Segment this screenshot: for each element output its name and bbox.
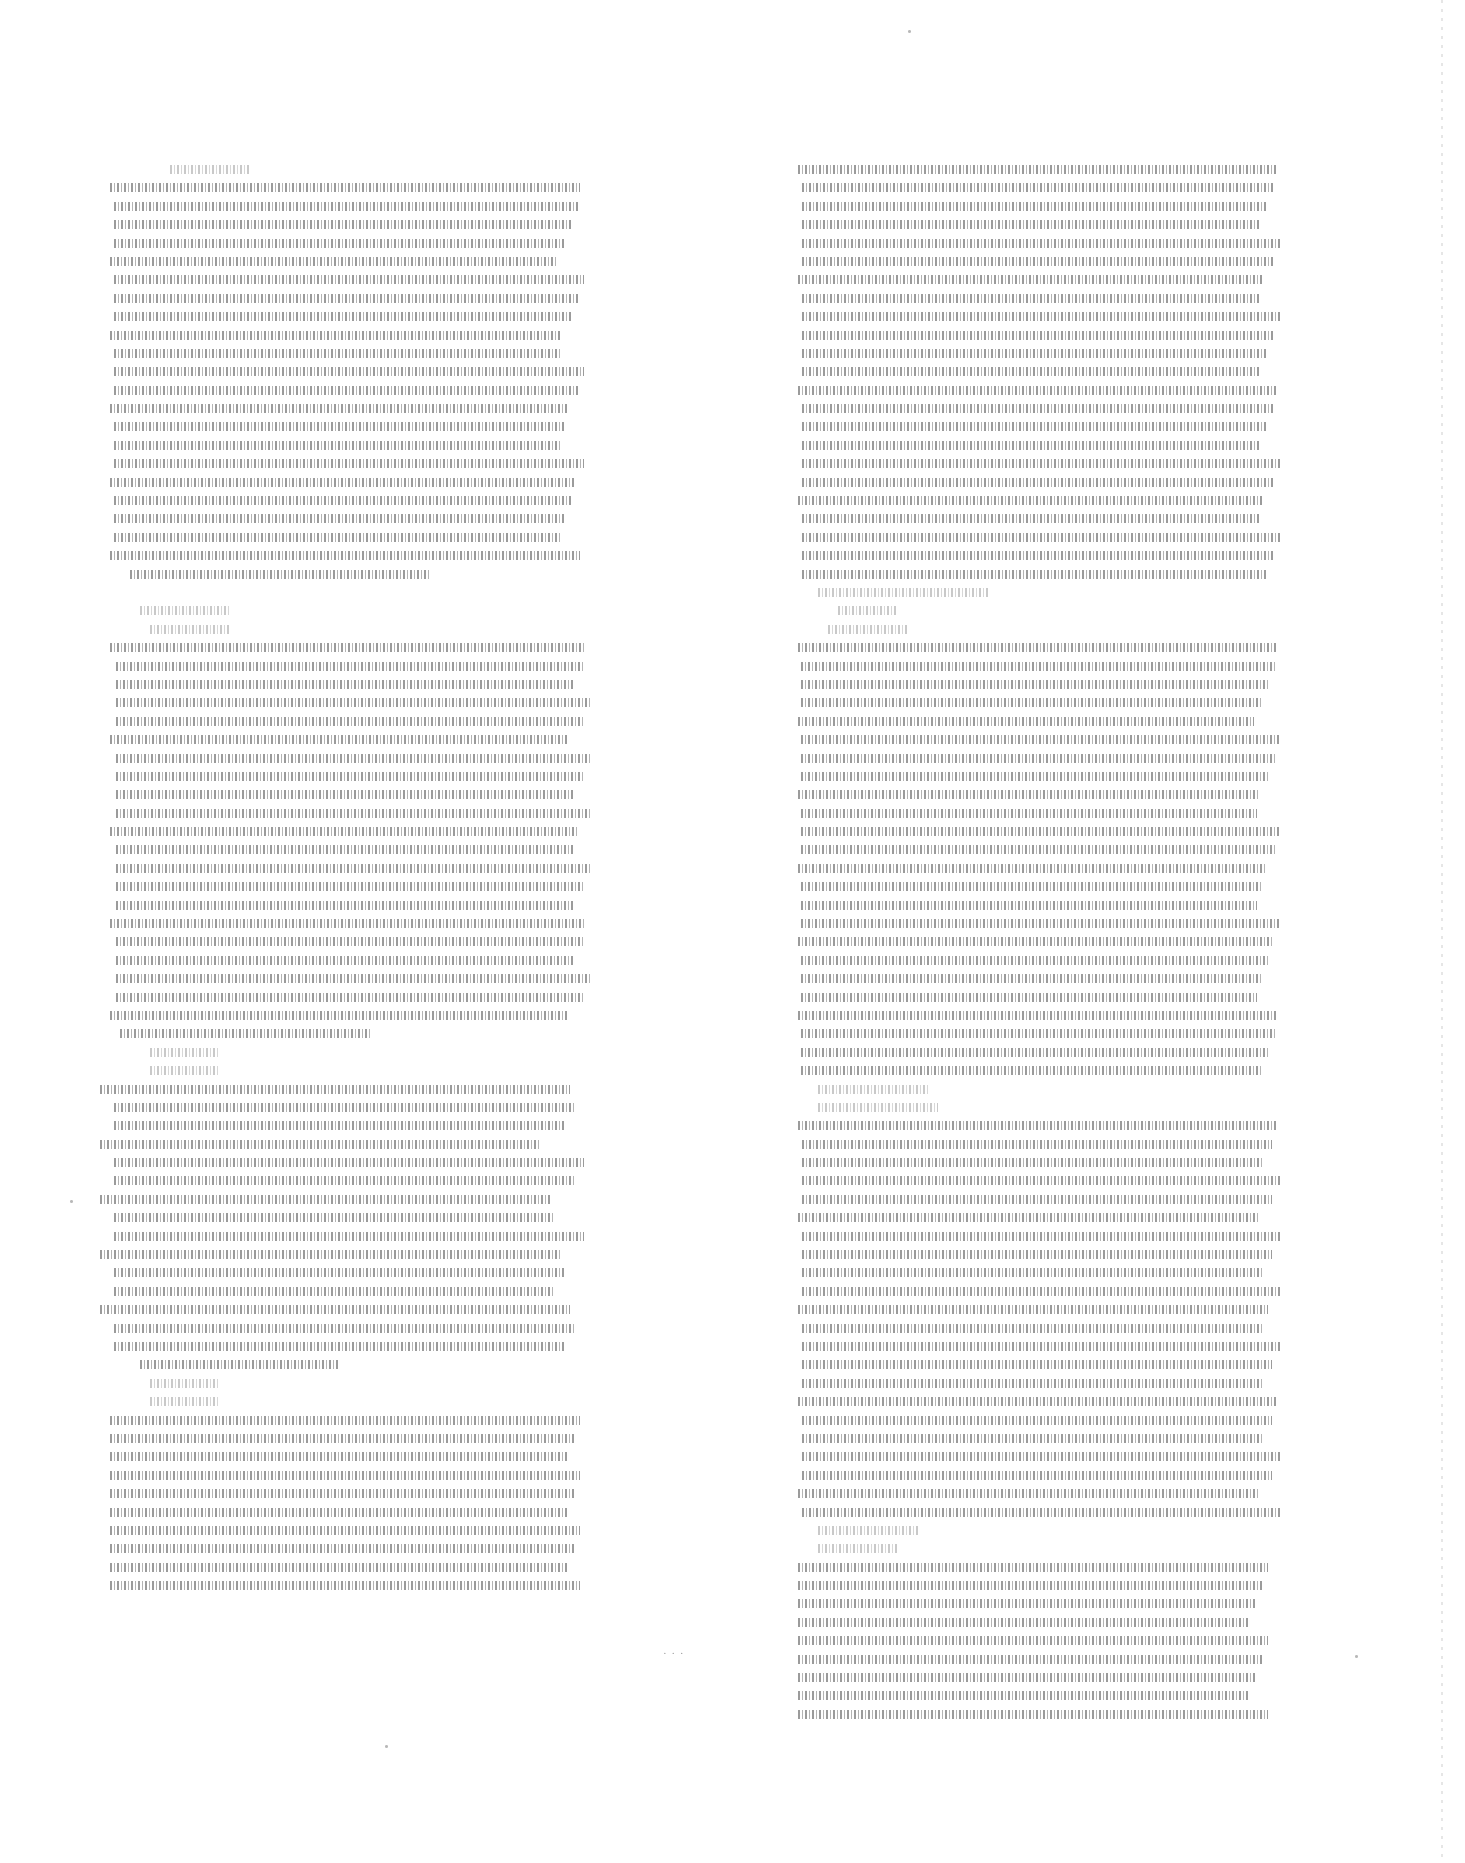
illegible-text-line [114, 1103, 574, 1112]
text-column-left [110, 165, 615, 1599]
illegible-text-line [110, 735, 569, 744]
illegible-text-line [114, 1176, 574, 1185]
illegible-text-line [801, 901, 1257, 910]
illegible-text-line [110, 1563, 568, 1572]
illegible-text-line [802, 1232, 1280, 1241]
illegible-text-line [110, 643, 585, 652]
illegible-text-line [802, 1342, 1280, 1351]
illegible-text-line [120, 1029, 370, 1038]
illegible-text-line [802, 1379, 1264, 1388]
illegible-text-line [802, 1471, 1272, 1480]
illegible-text-line [801, 754, 1275, 763]
illegible-text-line [798, 165, 1278, 174]
illegible-text-line [802, 1176, 1280, 1185]
illegible-text-line [150, 1397, 220, 1406]
illegible-text-line [114, 533, 560, 542]
illegible-text-line [801, 735, 1281, 744]
illegible-text-line [798, 1599, 1256, 1608]
illegible-text-line [110, 257, 556, 266]
illegible-text-line [802, 533, 1282, 542]
illegible-text-line [114, 275, 584, 284]
illegible-text-line [801, 1066, 1263, 1075]
page-number-illegible: · · · [663, 1648, 685, 1660]
illegible-text-line [802, 1360, 1272, 1369]
illegible-text-line [170, 165, 250, 174]
illegible-text-line [838, 606, 898, 615]
illegible-text-line [110, 919, 585, 928]
illegible-text-line [114, 1232, 584, 1241]
illegible-text-line [798, 717, 1254, 726]
illegible-text-line [114, 422, 566, 431]
illegible-text-line [116, 956, 575, 965]
illegible-text-line [802, 1158, 1264, 1167]
illegible-text-line [114, 441, 560, 450]
text-column-right [798, 165, 1303, 1728]
illegible-text-line [114, 349, 560, 358]
illegible-text-line [802, 1416, 1272, 1425]
illegible-text-line [798, 275, 1264, 284]
illegible-text-line [114, 220, 572, 229]
illegible-text-line [100, 1085, 570, 1094]
illegible-text-line [114, 514, 566, 523]
illegible-text-line [798, 864, 1266, 873]
illegible-text-line [802, 367, 1261, 376]
illegible-text-line [114, 1342, 564, 1351]
illegible-text-line [801, 974, 1263, 983]
illegible-text-line [114, 294, 578, 303]
illegible-text-line [116, 717, 583, 726]
illegible-text-line [802, 239, 1282, 248]
illegible-text-line [110, 1508, 568, 1517]
illegible-text-line [818, 1103, 938, 1112]
illegible-text-line [114, 386, 578, 395]
illegible-text-line [110, 478, 574, 487]
illegible-text-line [802, 257, 1275, 266]
illegible-text-line [802, 1287, 1280, 1296]
illegible-text-line [798, 1710, 1268, 1719]
illegible-text-line [801, 882, 1263, 891]
illegible-text-line [110, 1011, 569, 1020]
illegible-text-line [802, 570, 1268, 579]
illegible-text-line [818, 1544, 898, 1553]
illegible-text-line [114, 1287, 554, 1296]
illegible-text-line [802, 220, 1261, 229]
illegible-text-line [114, 202, 578, 211]
illegible-text-line [798, 1673, 1256, 1682]
illegible-text-line [798, 496, 1264, 505]
illegible-text-line [100, 1140, 540, 1149]
illegible-text-line [802, 1195, 1272, 1204]
illegible-text-line [114, 496, 572, 505]
illegible-text-line [828, 625, 908, 634]
scan-speck [70, 1200, 73, 1203]
illegible-text-line [802, 1452, 1280, 1461]
illegible-text-line [150, 1379, 220, 1388]
illegible-text-line [116, 754, 591, 763]
illegible-text-line [801, 956, 1269, 965]
illegible-text-line [802, 349, 1268, 358]
illegible-text-line [140, 1360, 340, 1369]
illegible-text-line [798, 1691, 1250, 1700]
illegible-text-line [798, 1305, 1268, 1314]
illegible-text-line [798, 1489, 1260, 1498]
illegible-text-line [801, 698, 1263, 707]
illegible-text-line [114, 1324, 574, 1333]
illegible-text-line [150, 1048, 220, 1057]
illegible-text-line [801, 993, 1257, 1002]
illegible-text-line [818, 1526, 918, 1535]
illegible-text-line [110, 1489, 574, 1498]
illegible-text-line [802, 1250, 1272, 1259]
illegible-text-line [798, 1636, 1268, 1645]
illegible-text-line [802, 422, 1268, 431]
illegible-text-line [140, 606, 230, 615]
illegible-text-line [798, 1213, 1260, 1222]
illegible-text-line [110, 331, 562, 340]
illegible-text-line [798, 386, 1278, 395]
illegible-text-line [130, 570, 430, 579]
illegible-text-line [110, 1526, 580, 1535]
illegible-text-line [110, 1471, 580, 1480]
scan-speck [908, 30, 911, 33]
illegible-text-line [801, 845, 1275, 854]
illegible-text-line [114, 312, 572, 321]
illegible-text-line [114, 1213, 554, 1222]
illegible-text-line [114, 1268, 564, 1277]
illegible-text-line [110, 1452, 568, 1461]
illegible-text-line [100, 1195, 550, 1204]
illegible-text-line [798, 643, 1278, 652]
illegible-text-line [114, 1158, 584, 1167]
illegible-text-line [114, 239, 566, 248]
illegible-text-line [818, 1085, 928, 1094]
illegible-text-line [798, 1655, 1262, 1664]
illegible-text-line [798, 1618, 1250, 1627]
scan-edge-artifact [1441, 0, 1443, 1863]
illegible-text-line [116, 662, 583, 671]
illegible-text-line [801, 1029, 1275, 1038]
illegible-text-line [801, 1048, 1269, 1057]
illegible-text-line [802, 404, 1275, 413]
illegible-text-line [802, 1434, 1264, 1443]
illegible-text-line [801, 809, 1257, 818]
illegible-text-line [116, 993, 583, 1002]
illegible-text-line [801, 919, 1281, 928]
illegible-text-line [802, 294, 1261, 303]
scan-speck [385, 1745, 388, 1748]
illegible-text-line [798, 1563, 1268, 1572]
illegible-text-line [798, 1011, 1278, 1020]
illegible-text-line [802, 1140, 1272, 1149]
illegible-text-line [114, 1121, 564, 1130]
illegible-text-line [110, 183, 580, 192]
illegible-text-line [802, 183, 1275, 192]
illegible-text-line [801, 662, 1275, 671]
illegible-text-line [110, 1544, 574, 1553]
illegible-text-line [802, 551, 1275, 560]
illegible-text-line [114, 459, 584, 468]
illegible-text-line [110, 1581, 580, 1590]
scan-speck [1355, 1655, 1358, 1658]
illegible-text-line [801, 680, 1269, 689]
illegible-text-line [116, 937, 583, 946]
illegible-text-line [798, 1397, 1276, 1406]
illegible-text-line [801, 772, 1269, 781]
illegible-text-line [116, 680, 575, 689]
illegible-text-line [116, 901, 575, 910]
illegible-text-line [116, 845, 575, 854]
illegible-text-line [150, 1066, 220, 1075]
illegible-text-line [802, 202, 1268, 211]
illegible-text-line [100, 1305, 570, 1314]
illegible-text-line [116, 882, 583, 891]
illegible-text-line [100, 1250, 560, 1259]
illegible-text-line [110, 1416, 580, 1425]
illegible-text-line [798, 1121, 1276, 1130]
illegible-text-line [802, 441, 1261, 450]
illegible-text-line [802, 478, 1275, 487]
illegible-text-line [116, 809, 591, 818]
illegible-text-line [801, 827, 1281, 836]
illegible-text-line [802, 514, 1261, 523]
illegible-text-line [150, 625, 230, 634]
illegible-text-line [110, 404, 568, 413]
illegible-text-line [802, 1508, 1280, 1517]
illegible-text-line [798, 1581, 1262, 1590]
illegible-text-line [802, 312, 1282, 321]
illegible-text-line [818, 588, 988, 597]
illegible-text-line [798, 937, 1272, 946]
illegible-text-line [802, 459, 1282, 468]
illegible-text-line [110, 551, 580, 560]
illegible-text-line [802, 331, 1275, 340]
illegible-text-line [116, 772, 583, 781]
illegible-text-line [802, 1324, 1264, 1333]
illegible-text-line [116, 974, 591, 983]
illegible-text-line [114, 367, 584, 376]
illegible-text-line [802, 1268, 1264, 1277]
illegible-text-line [798, 790, 1260, 799]
illegible-text-line [110, 827, 577, 836]
illegible-text-line [116, 864, 591, 873]
illegible-text-line [110, 1434, 574, 1443]
illegible-text-line [116, 698, 591, 707]
illegible-text-line [116, 790, 575, 799]
